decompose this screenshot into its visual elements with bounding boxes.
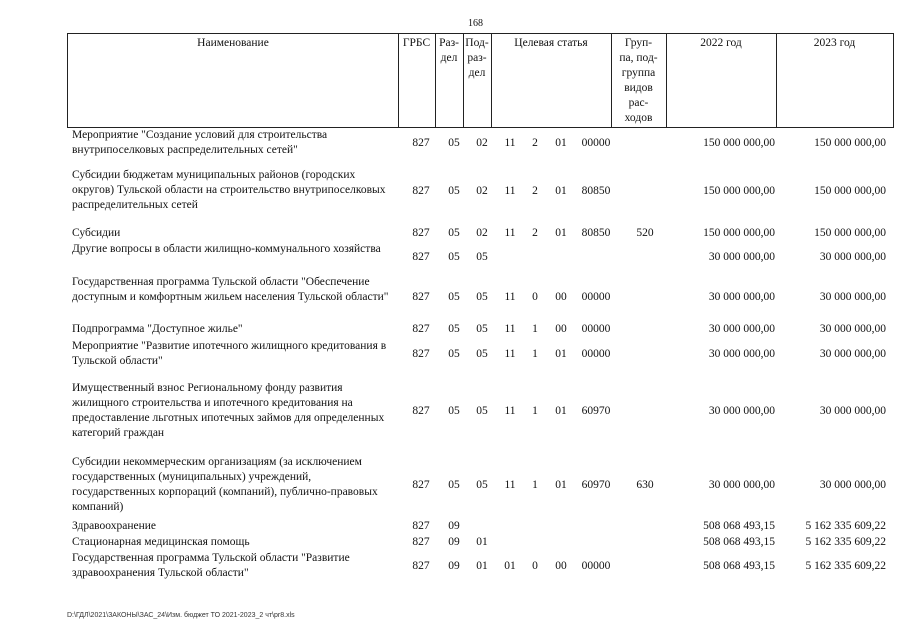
page-number: 168 bbox=[468, 18, 483, 29]
cell-t1: 11 bbox=[504, 323, 516, 335]
cell-2023: 5 162 335 609,22 bbox=[805, 520, 886, 532]
cell-vr: 520 bbox=[636, 227, 654, 239]
cell-grbs: 827 bbox=[412, 348, 430, 360]
cell-rz: 05 bbox=[448, 323, 460, 335]
cell-t4: 80850 bbox=[581, 227, 611, 239]
cell-rz: 09 bbox=[448, 560, 460, 572]
cell-grbs: 827 bbox=[412, 479, 430, 491]
row-name: Здравоохранение bbox=[72, 520, 157, 532]
row-name: Мероприятие "Создание условий для строительства внутрипоселковых распределительных сетей" bbox=[72, 129, 328, 156]
cell-2022: 30 000 000,00 bbox=[708, 348, 775, 360]
cell-rz: 05 bbox=[448, 251, 460, 263]
cell-rz: 05 bbox=[448, 405, 460, 417]
row-name: Субсидии бюджетам муниципальных районов (городских округов) Тульской области на строительство внутрипоселковых распределительных сетей bbox=[72, 169, 386, 211]
cell-2023: 30 000 000,00 bbox=[819, 405, 886, 417]
cell-t2: 1 bbox=[532, 405, 538, 417]
cell-t4: 60970 bbox=[581, 405, 611, 417]
cell-rz: 05 bbox=[448, 227, 460, 239]
cell-2022: 30 000 000,00 bbox=[708, 479, 775, 491]
row-name: Другие вопросы в области жилищно-коммунального хозяйства bbox=[72, 243, 381, 255]
cell-t1: 11 bbox=[504, 348, 516, 360]
cell-t2: 0 bbox=[532, 291, 538, 303]
cell-t4: 00000 bbox=[581, 348, 611, 360]
cell-t2: 2 bbox=[532, 137, 538, 149]
row-name: Подпрограмма "Доступное жилье" bbox=[72, 323, 243, 335]
cell-rz: 09 bbox=[448, 536, 460, 548]
row-name: Субсидии некоммерческим организациям (за исключением государственных (муниципальных) учреждений, государственных корпораций (компаний), публично-правовых компаний) bbox=[72, 456, 378, 513]
cell-2022: 150 000 000,00 bbox=[703, 227, 775, 239]
cell-t3: 01 bbox=[555, 185, 567, 197]
cell-2022: 508 068 493,15 bbox=[703, 520, 775, 532]
cell-2022: 30 000 000,00 bbox=[708, 251, 775, 263]
cell-2022: 150 000 000,00 bbox=[703, 185, 775, 197]
cell-t1: 11 bbox=[504, 137, 516, 149]
table-header bbox=[67, 33, 894, 128]
cell-grbs: 827 bbox=[412, 520, 430, 532]
col-2023-header: 2023 год bbox=[813, 37, 856, 49]
col-razdel-header: Раз- дел bbox=[439, 37, 459, 64]
cell-t1: 11 bbox=[504, 227, 516, 239]
cell-t2: 1 bbox=[532, 323, 538, 335]
cell-2022: 30 000 000,00 bbox=[708, 323, 775, 335]
cell-t2: 1 bbox=[532, 479, 538, 491]
cell-2022: 508 068 493,15 bbox=[703, 536, 775, 548]
cell-2022: 508 068 493,15 bbox=[703, 560, 775, 572]
cell-grbs: 827 bbox=[412, 251, 430, 263]
cell-pr: 02 bbox=[476, 227, 488, 239]
cell-t3: 00 bbox=[555, 291, 567, 303]
cell-2023: 150 000 000,00 bbox=[814, 185, 886, 197]
cell-t1: 01 bbox=[504, 560, 516, 572]
cell-t3: 01 bbox=[555, 137, 567, 149]
cell-vr: 630 bbox=[636, 479, 654, 491]
cell-rz: 09 bbox=[448, 520, 460, 532]
cell-t2: 1 bbox=[532, 348, 538, 360]
cell-t3: 00 bbox=[555, 323, 567, 335]
cell-t3: 01 bbox=[555, 227, 567, 239]
cell-t3: 01 bbox=[555, 405, 567, 417]
cell-2023: 5 162 335 609,22 bbox=[805, 536, 886, 548]
col-podrazdel-header: Под- раз- дел bbox=[465, 37, 489, 79]
cell-t4: 00000 bbox=[581, 323, 611, 335]
cell-grbs: 827 bbox=[412, 185, 430, 197]
cell-pr: 05 bbox=[476, 323, 488, 335]
col-target-header: Целевая статья bbox=[514, 37, 588, 49]
cell-2023: 30 000 000,00 bbox=[819, 479, 886, 491]
cell-t1: 11 bbox=[504, 405, 516, 417]
cell-2022: 30 000 000,00 bbox=[708, 291, 775, 303]
cell-pr: 01 bbox=[476, 560, 488, 572]
cell-grbs: 827 bbox=[412, 323, 430, 335]
row-name: Государственная программа Тульской области "Обеспечение доступным и комфортным жильем населения Тульской области" bbox=[72, 276, 389, 303]
cell-2023: 150 000 000,00 bbox=[814, 137, 886, 149]
cell-t1: 11 bbox=[504, 291, 516, 303]
cell-t3: 01 bbox=[555, 479, 567, 491]
row-name: Субсидии bbox=[72, 227, 121, 239]
cell-t4: 00000 bbox=[581, 560, 611, 572]
cell-2023: 30 000 000,00 bbox=[819, 291, 886, 303]
cell-rz: 05 bbox=[448, 479, 460, 491]
cell-2022: 150 000 000,00 bbox=[703, 137, 775, 149]
col-name-header: Наименование bbox=[197, 37, 269, 49]
cell-rz: 05 bbox=[448, 185, 460, 197]
cell-t2: 2 bbox=[532, 227, 538, 239]
cell-t4: 60970 bbox=[581, 479, 611, 491]
cell-t1: 11 bbox=[504, 479, 516, 491]
cell-pr: 05 bbox=[476, 291, 488, 303]
cell-pr: 05 bbox=[476, 348, 488, 360]
cell-2023: 30 000 000,00 bbox=[819, 323, 886, 335]
col-grbs-header: ГРБС bbox=[402, 37, 431, 49]
cell-grbs: 827 bbox=[412, 137, 430, 149]
col-group-header: Груп- па, под- группа видов рас- ходов bbox=[619, 37, 658, 124]
cell-t4: 00000 bbox=[581, 291, 611, 303]
row-name: Имущественный взнос Региональному фонду развития жилищного строительства и ипотечного кредитования на предоставление льготных ипотечных займов для определенных категорий граждан bbox=[72, 382, 385, 439]
cell-2023: 150 000 000,00 bbox=[814, 227, 886, 239]
row-name: Государственная программа Тульской области "Развитие здравоохранения Тульской области" bbox=[72, 552, 350, 579]
cell-t2: 2 bbox=[532, 185, 538, 197]
cell-2023: 5 162 335 609,22 bbox=[805, 560, 886, 572]
row-name: Стационарная медицинская помощь bbox=[72, 536, 250, 548]
cell-pr: 02 bbox=[476, 137, 488, 149]
cell-pr: 01 bbox=[476, 536, 488, 548]
cell-rz: 05 bbox=[448, 348, 460, 360]
row-name: Мероприятие "Развитие ипотечного жилищного кредитования в Тульской области" bbox=[72, 340, 387, 367]
cell-rz: 05 bbox=[448, 137, 460, 149]
cell-grbs: 827 bbox=[412, 291, 430, 303]
cell-2023: 30 000 000,00 bbox=[819, 348, 886, 360]
cell-pr: 02 bbox=[476, 185, 488, 197]
cell-grbs: 827 bbox=[412, 536, 430, 548]
cell-t1: 11 bbox=[504, 185, 516, 197]
cell-grbs: 827 bbox=[412, 560, 430, 572]
cell-rz: 05 bbox=[448, 291, 460, 303]
cell-t2: 0 bbox=[532, 560, 538, 572]
cell-2023: 30 000 000,00 bbox=[819, 251, 886, 263]
cell-pr: 05 bbox=[476, 251, 488, 263]
cell-t3: 01 bbox=[555, 348, 567, 360]
cell-pr: 05 bbox=[476, 405, 488, 417]
col-2022-header: 2022 год bbox=[700, 37, 742, 49]
file-path-footer: D:\ГДЛ\2021\ЗАКОНЫ\ЗАС_24\Изм. бюджет ТО 2021-2023_2 чт\pr8.xls bbox=[67, 612, 295, 619]
cell-pr: 05 bbox=[476, 479, 488, 491]
cell-t3: 00 bbox=[555, 560, 567, 572]
cell-grbs: 827 bbox=[412, 227, 430, 239]
cell-grbs: 827 bbox=[412, 405, 430, 417]
cell-2022: 30 000 000,00 bbox=[708, 405, 775, 417]
cell-t4: 00000 bbox=[581, 137, 611, 149]
cell-t4: 80850 bbox=[581, 185, 611, 197]
